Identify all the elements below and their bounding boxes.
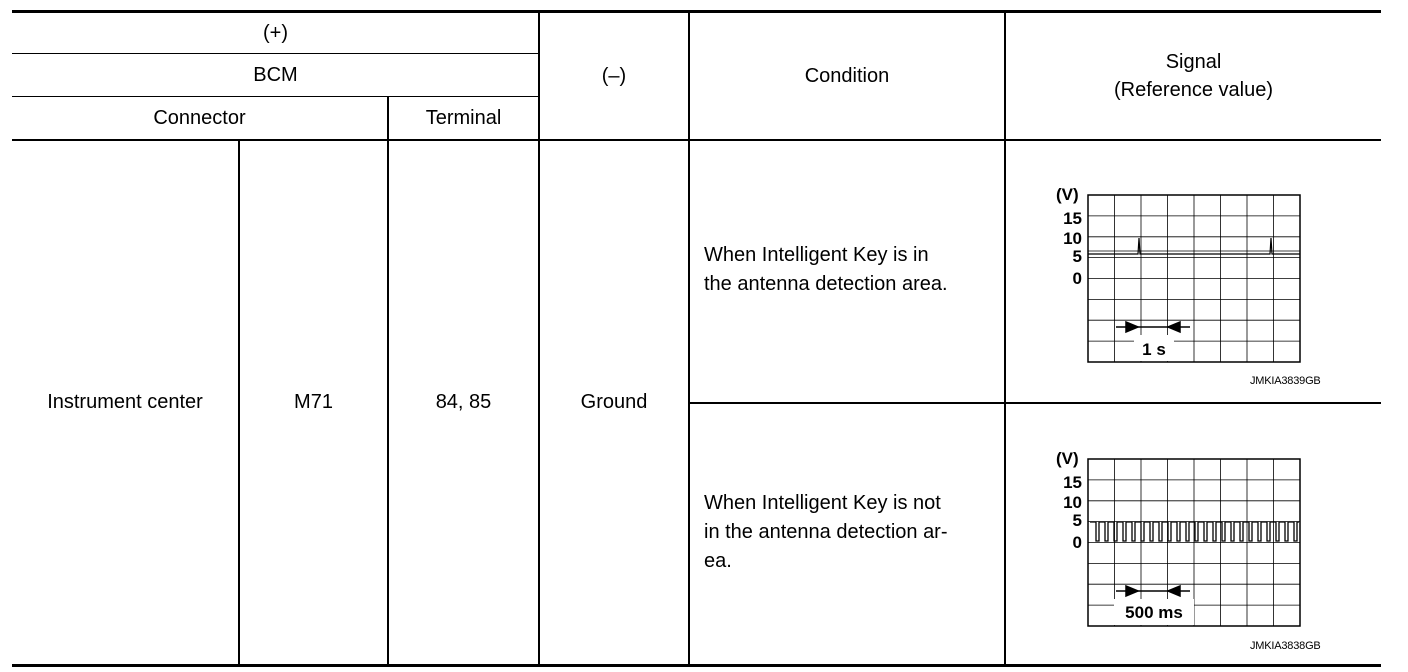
- condition-2-text: [704, 489, 1000, 576]
- figure-code-2: JMKIA3838GB: [1250, 640, 1321, 652]
- scope-unit-label: (V): [1056, 449, 1079, 468]
- cell-connector-no: M71: [294, 391, 333, 413]
- condition-1-line: the antenna detection area.: [704, 273, 948, 295]
- table-bottom-rule: [12, 664, 1381, 667]
- oscilloscope-waveform-2: [1050, 444, 1310, 634]
- scope-y-tick: 5: [1072, 247, 1082, 266]
- scope-grid: [1088, 195, 1300, 362]
- condition-1-line: When Intelligent Key is in: [704, 244, 929, 266]
- header-minus: (–): [601, 64, 627, 87]
- condition-2-line: ea.: [704, 550, 732, 572]
- header-signal-line2: (Reference value): [1114, 79, 1273, 101]
- scope-time-marker: [1116, 586, 1190, 596]
- scope-time-marker: [1116, 322, 1190, 332]
- header-connector: Connector: [153, 106, 246, 129]
- scope-y-tick: 15: [1063, 209, 1082, 228]
- scope-y-tick: 0: [1072, 269, 1082, 288]
- scope-y-tick: 15: [1063, 473, 1082, 492]
- header-bcm: BCM: [253, 63, 298, 86]
- oscilloscope-waveform-1: [1050, 180, 1310, 370]
- condition-2-line: in the antenna detection ar-: [704, 521, 948, 543]
- scope-y-tick: 0: [1072, 533, 1082, 552]
- figure-code-1: JMKIA3839GB: [1250, 375, 1321, 387]
- header-terminal: Terminal: [425, 106, 502, 129]
- scope-time-label: 1 s: [1142, 340, 1166, 359]
- header-signal-line1: Signal: [1165, 51, 1222, 73]
- header-plus: (+): [263, 21, 288, 44]
- cell-connector-name: Instrument center: [47, 391, 203, 413]
- header-condition: Condition: [804, 64, 890, 87]
- scope-y-tick: 10: [1063, 229, 1082, 248]
- condition-divider-rule: [689, 402, 1381, 404]
- scope-time-label: 500 ms: [1125, 603, 1183, 622]
- scope-waveform: [1090, 522, 1299, 541]
- condition-2-line: When Intelligent Key is not: [704, 492, 941, 514]
- header-signal: [1006, 13, 1381, 139]
- cell-minus-ground: Ground: [580, 391, 648, 413]
- scope-y-tick: 5: [1072, 511, 1082, 530]
- cell-terminal: 84, 85: [435, 391, 492, 413]
- condition-1-text: [704, 241, 1000, 299]
- scope-unit-label: (V): [1056, 185, 1079, 204]
- scope-y-tick: 10: [1063, 493, 1082, 512]
